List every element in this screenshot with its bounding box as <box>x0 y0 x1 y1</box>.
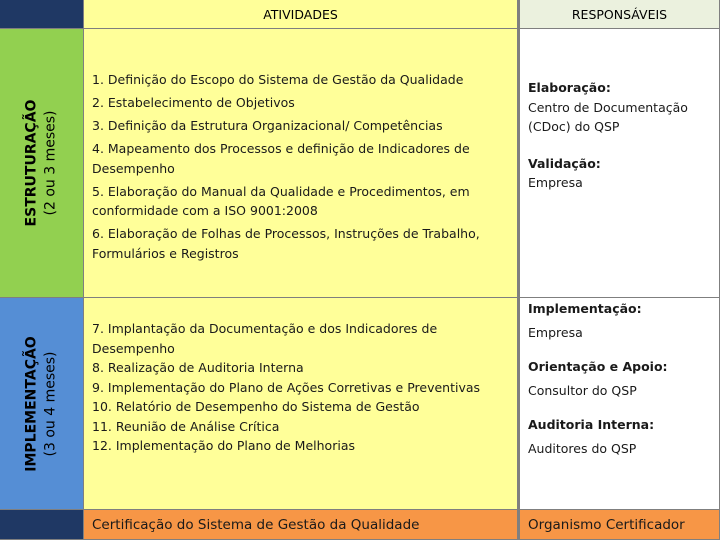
phase-implementation-label <box>0 298 84 510</box>
activities-header: ATIVIDADES <box>84 0 518 29</box>
responsible-role: Validação: <box>528 155 601 171</box>
activity-item: 5. Elaboração do Manual da Qualidade e Procedimentos, em conformidade com a ISO 9001:2008 <box>92 183 470 218</box>
activity-item: 4. Mapeamento dos Processos e definição de Indicadores de Desempenho <box>92 141 470 176</box>
responsible-name: Centro de Documentação (CDoc) do QSP <box>528 99 688 134</box>
responsibles-header: RESPONSÁVEIS <box>518 0 720 29</box>
activity-item: 6. Elaboração de Folhas de Processos, Instruções de Trabalho, Formulários e Registros <box>92 226 480 261</box>
responsible-name: Empresa <box>528 324 583 340</box>
responsible-role: Orientação e Apoio: <box>528 359 668 374</box>
responsible-name: Auditores do QSP <box>528 440 637 456</box>
footer-corner <box>0 510 84 540</box>
phase-name: ESTRUTURAÇÃO <box>23 99 40 227</box>
phase-structuring-activities <box>84 29 518 298</box>
phase-name: IMPLEMENTAÇÃO <box>23 335 40 472</box>
activity-item: 10. Relatório de Desempenho do Sistema de Gestão <box>92 399 420 414</box>
activity-item: 8. Realização de Auditoria Interna <box>92 360 304 375</box>
phase-implementation-responsibles <box>518 298 720 510</box>
responsible-name: Consultor do QSP <box>528 382 637 398</box>
activity-item: 7. Implantação da Documentação e dos Indicadores de Desempenho <box>92 321 438 356</box>
activity-item: 1. Definição do Escopo do Sistema de Gestão da Qualidade <box>92 72 464 87</box>
responsible-role: Implementação: <box>528 301 642 316</box>
certification-activity: Certificação do Sistema de Gestão da Qualidade <box>84 510 518 540</box>
phase-structuring-responsibles <box>518 29 720 298</box>
phase-implementation-activities <box>84 298 518 510</box>
activity-item: 2. Estabelecimento de Objetivos <box>92 95 295 110</box>
phase-duration: (3 ou 4 meses) <box>42 351 59 456</box>
certification-responsible: Organismo Certificador <box>518 510 720 540</box>
activity-item: 9. Implementação do Plano de Ações Corretivas e Preventivas <box>92 379 481 395</box>
header-corner <box>0 0 84 29</box>
activity-item: 12. Implementação do Plano de Melhorias <box>92 438 355 453</box>
phase-structuring-label <box>0 29 84 298</box>
phase-duration: (2 ou 3 meses) <box>42 110 59 216</box>
activity-item: 3. Definição da Estrutura Organizacional/ Competências <box>92 118 443 133</box>
activity-item: 11. Reunião de Análise Crítica <box>92 418 280 434</box>
responsible-role: Auditoria Interna: <box>528 417 655 432</box>
responsible-name: Empresa <box>528 175 583 190</box>
responsible-role: Elaboração: <box>528 80 611 95</box>
